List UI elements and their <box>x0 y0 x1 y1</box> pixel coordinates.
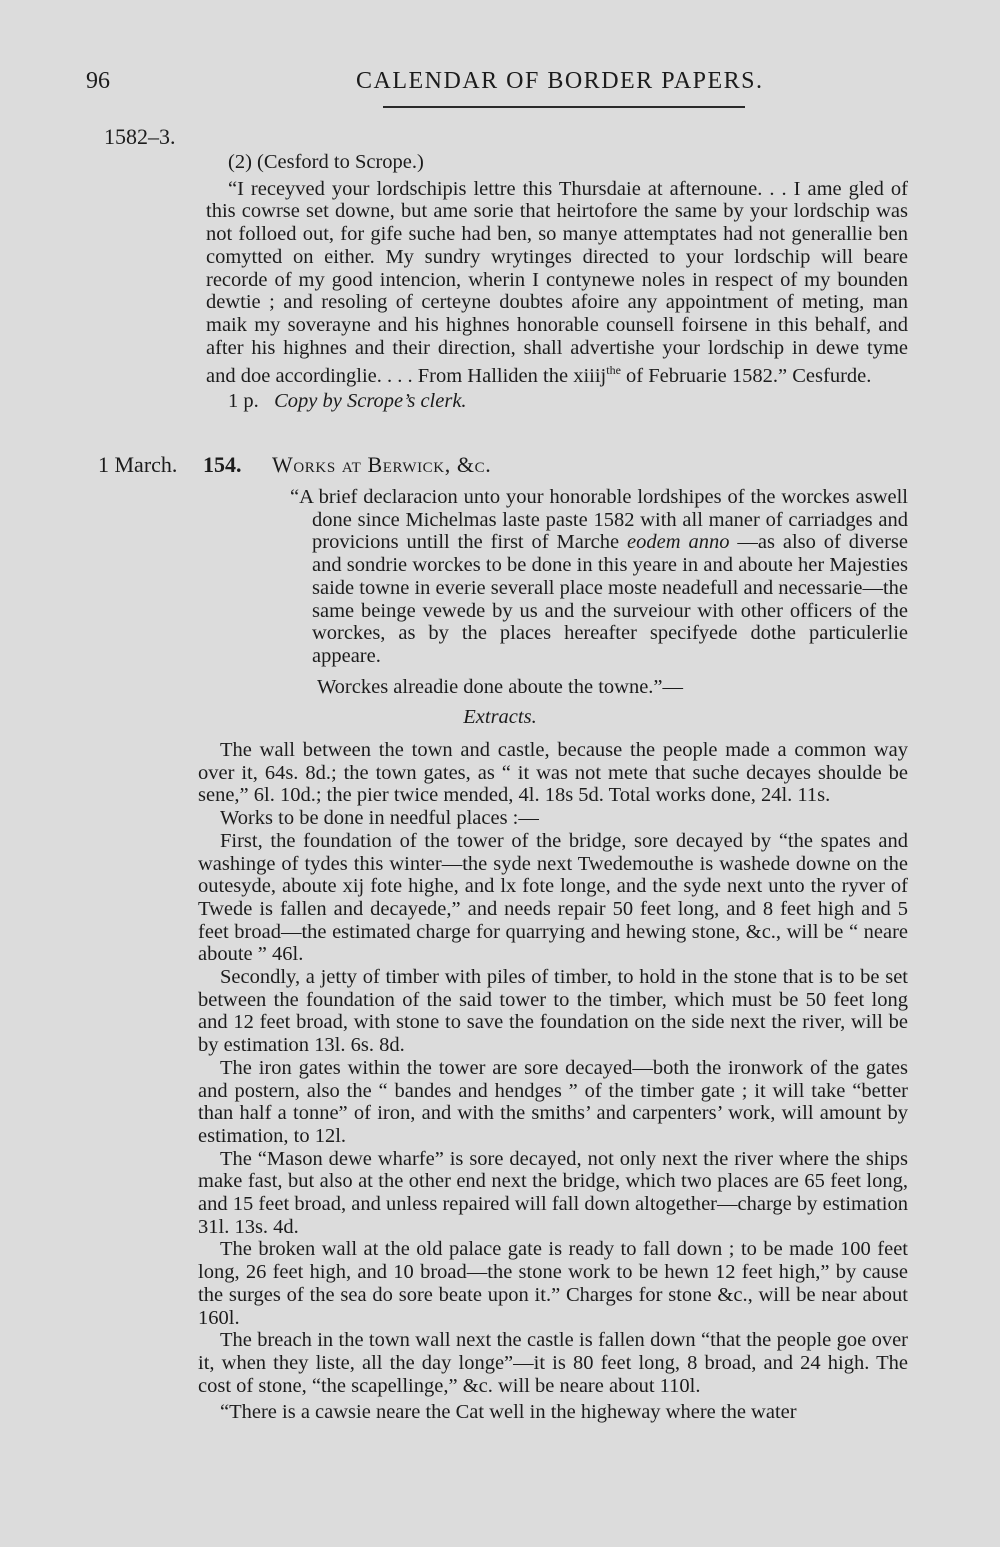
extracts-label: Extracts. <box>463 706 537 728</box>
extract-paragraph: Secondly, a jetty of timber with piles of timber, to hold in the stone that is to be set between the foundation of the said tower to the timber, which must be 50 feet long and 12 feet broad, with stone to save the foundation on the side next the river, will be by estimation 13l. 6s. 8d. <box>198 966 908 1057</box>
extract-paragraph: The iron gates within the tower are sore decayed—both the ironwork of the gates and postern, also the “ bandes and hendges ” of the timber gate ; it will take “better than half a tonne” of iron, and with the smiths’ and carpenters’ work, will amount by estimation, to 12l. <box>198 1056 908 1147</box>
extract-paragraph: First, the foundation of the tower of the bridge, sore decayed by “the spates and washinge of tydes this winter—the syde next Twedemouthe is washede downe on the outesyde, aboute xij fote highe, and lx fote longe, and the syde next unto the ryver of Twede is fallen and decayede,” and needs repair 50 feet long, and 8 feet high and 5 feet broad—the estimated charge for quarrying and hewing stone, &c., will be “ neare aboute ” 46l. <box>198 829 908 966</box>
letter-heading: (2) (Cesford to Scrope.) <box>228 151 424 173</box>
subheading: Worckes alreadie done aboute the towne.”— <box>316 676 684 698</box>
quote-text: “A brief declaracion unto your honorable lordshipes of the worckes aswell done since Michelmas laste paste 1582 with all maner of carriadges and provicions untill the first of Marche eodem anno —as also of diverse and sondrie worckes to be done in this yeare in and aboute her Majesties saide towne in everie severall place moste neadefull and necessarie—the same beinge vewede by us and the surveiour with other officers of the worckes, as by the places hereafter specifyede dothe particulerlie appeare. <box>290 486 908 667</box>
extracts-body <box>198 739 908 1424</box>
entry-quote <box>290 486 908 668</box>
extract-paragraph: Works to be done in needful places :— <box>220 807 539 830</box>
extract-paragraph: “There is a cawsie neare the Cat well in the higheway where the water <box>220 1401 797 1424</box>
header-rule <box>383 106 745 108</box>
letter-note: 1 p. Copy by Scrope’s clerk. <box>228 389 467 412</box>
entry-date: 1 March. <box>98 452 178 477</box>
entry-number: 154. <box>203 452 242 477</box>
page-number: 96 <box>86 68 110 94</box>
extract-paragraph: The “Mason dewe wharfe” is sore decayed, not only next the river where the ships make fast, but also at the other end next the bridge, which two places are 65 feet long, and 15 feet broad, and unless repaired will fall down altogether—charge by estimation 31l. 13s. 4d. <box>198 1147 908 1238</box>
entry-title: Works at Berwick, &c. <box>272 452 492 477</box>
extract-paragraph: The wall between the town and castle, because the people made a common way over it, 64s. 8d.; the town gates, as “ it was not mete that suche decayes shoulde be sene,” 6l. 10d.; the pier twice mended, 4l. 18s 5d. Total works done, 24l. 11s. <box>198 739 908 807</box>
running-title: CALENDAR OF BORDER PAPERS. <box>356 68 764 94</box>
year-margin-note: 1582–3. <box>104 124 176 149</box>
letter-block <box>206 151 908 413</box>
extract-paragraph: The broken wall at the old palace gate is ready to fall down ; to be made 100 feet long, 26 feet high, and 10 broad—the stone work to be hewn 12 feet high,” by cause the surges of the sea do sore beate upon it.” Charges for stone &c., will be near about 160l. <box>198 1238 908 1329</box>
extract-paragraph: The breach in the town wall next the castle is fallen down “that the people goe over it, when they liste, all the day longe”—it is 80 feet long, 8 broad, and 24 high. The cost of stone, “the scapellinge,” &c. will be neare about 110l. <box>198 1329 908 1397</box>
letter-text: “I receyved your lordschipis lettre this Thursdaie at afternoune. . . I ame gled of this cowrse set downe, but ame sorie that heirtofore the same by your lordschip was not folloed out, for gife suche had ben, so manye attemptates had not generallie ben comytted on either. My sundry wrytinges directed to your lordschip will beare recorde of my good intencion, wherin I contynewe noles in respect of my bounden dewtie ; and resoling of certeyne doubtes afoire any appointment of meting, man maik my soverayne and his highnes honorable counsell foirsene in this behalf, and after his highnes and their direction, shall advertishe your lordschip in dewe tyme and doe accordinglie. . . . From Halliden the xiiij$^{the}$ of Februarie 1582.” Cesfurde. <box>206 177 908 388</box>
